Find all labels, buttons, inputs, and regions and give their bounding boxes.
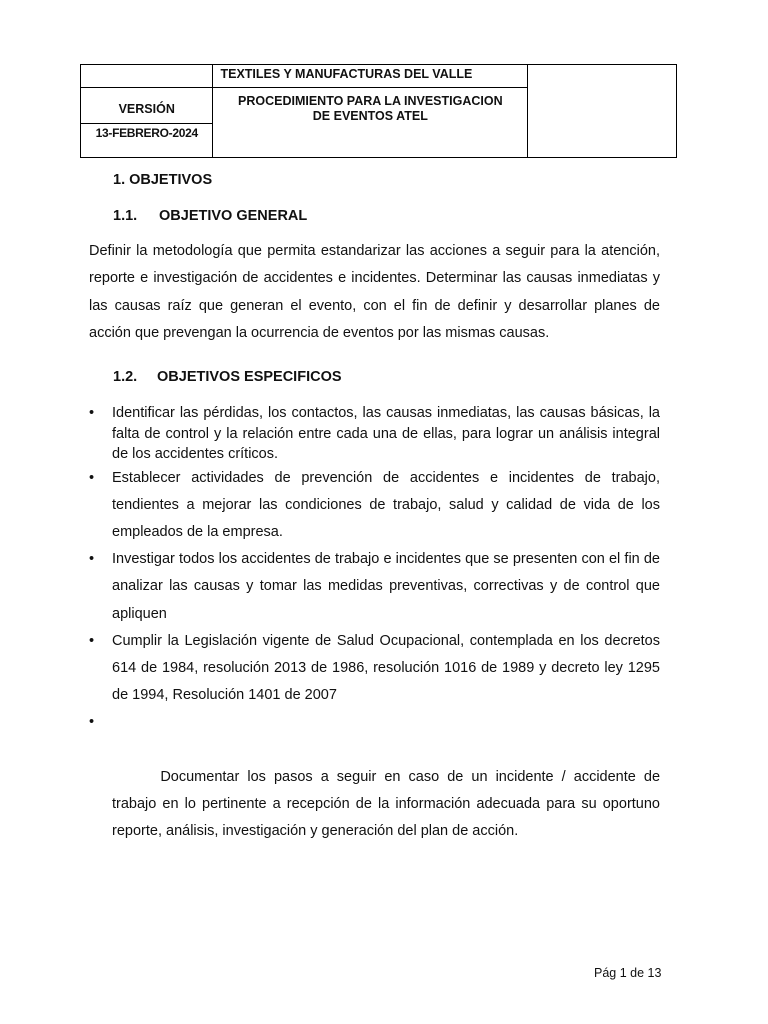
- company-name: TEXTILES Y MANUFACTURAS DEL VALLE: [213, 65, 528, 88]
- list-item: [89, 403, 660, 465]
- procedure-title: [213, 88, 528, 158]
- procedure-title-line2: DE EVENTOS ATEL: [312, 109, 428, 123]
- document-header-table: [80, 64, 677, 158]
- list-item: [89, 465, 660, 547]
- subsection-title: OBJETIVOS ESPECIFICOS: [157, 369, 342, 385]
- subsection-number: 1.2.: [113, 369, 138, 385]
- subsection-number: 1.1.: [113, 208, 138, 224]
- subsection-heading-general: [113, 208, 307, 224]
- header-logo-cell: [528, 65, 677, 158]
- bullet-icon: •: [89, 551, 95, 568]
- specific-objectives-list: [89, 403, 689, 873]
- version-label: VERSIÓN: [81, 88, 213, 124]
- list-item: [89, 546, 660, 628]
- bullet-icon: •: [89, 469, 95, 486]
- header-blank-cell: [81, 65, 213, 88]
- list-item: [89, 709, 689, 872]
- list-item-text: Identificar las pérdidas, los contactos, las causas inmediatas, las causas básicas, la falta de control y la relación entre cada una de ellas, para lograr un análisis integral de los accidentes críticos.: [112, 405, 660, 462]
- version-date: 13-FEBRERO-2024: [81, 124, 213, 158]
- list-item-text: Documentar los pasos a seguir en caso de un incidente / accidente de trabajo en lo pertinente a recepción de la información adecuada para su oportuno reporte, análisis, investigación y generación del plan de acción.: [112, 768, 689, 840]
- procedure-title-line1: PROCEDIMIENTO PARA LA INVESTIGACION: [238, 94, 503, 108]
- list-item-text: Cumplir la Legislación vigente de Salud Ocupacional, contemplada en los decretos 614 de 1984, resolución 2013 de 1986, resolución 1016 de 1989 y decreto ley 1295 de 1994, Resolución 1401 de 2007: [112, 632, 660, 704]
- subsection-title: OBJETIVO GENERAL: [159, 208, 308, 224]
- bullet-icon: •: [89, 714, 95, 731]
- bullet-icon: •: [89, 632, 95, 649]
- subsection-heading-especificos: [113, 369, 342, 385]
- list-item-text: Establecer actividades de prevención de accidentes e incidentes de trabajo, tendientes a mejorar las condiciones de trabajo, salud y calidad de vida de los empleados de la empresa.: [112, 469, 660, 540]
- section-heading-objetivos: 1. OBJETIVOS: [113, 172, 213, 188]
- list-item-text: Investigar todos los accidentes de trabajo e incidentes que se presenten con el fin de analizar las causas y tomar las medidas preventivas, correctivas y de control que apliquen: [112, 551, 660, 622]
- page-number: Pág 1 de 13: [594, 966, 662, 980]
- bullet-icon: •: [89, 405, 95, 421]
- list-item: [89, 628, 660, 710]
- objective-general-paragraph: Definir la metodología que permita estandarizar las acciones a seguir para la atención, reporte e investigación de accidentes e incidentes. Determinar las causas inmediatas y las causas raíz que generan el evento, con el fin de definir y desarrollar planes de acción que prevengan la ocurrencia de eventos por las mismas causas.: [89, 243, 660, 341]
